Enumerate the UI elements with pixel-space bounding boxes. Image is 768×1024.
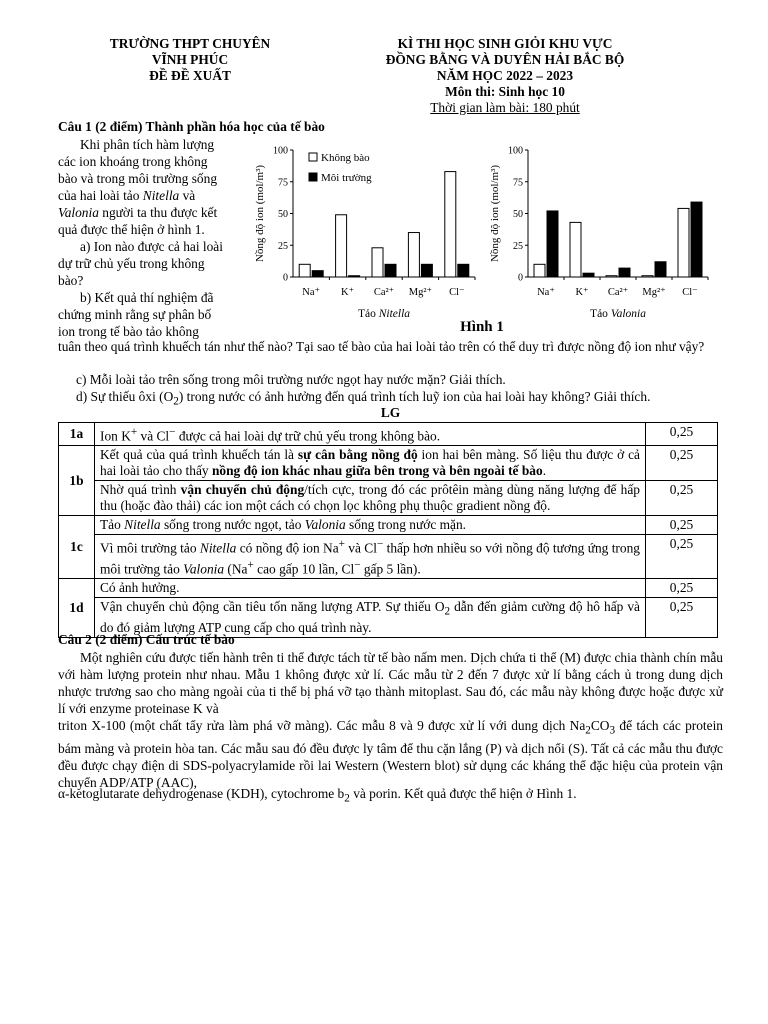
x-tick-label: Mg²⁺ [642, 287, 666, 298]
answer-code: 1a [59, 423, 95, 446]
exam-subject: Môn thi: Sinh học 10 [445, 84, 565, 99]
x-tick-label: Mg²⁺ [408, 287, 433, 298]
answer-code: 1b [59, 446, 95, 516]
answer-points: 0,25 [646, 423, 718, 446]
bar-medium [349, 276, 360, 277]
q1-intro-line: các ion khoáng trong không [58, 154, 208, 169]
bar-medium [421, 264, 432, 277]
bar-vacuole [678, 208, 689, 277]
y-tick-label: 25 [278, 240, 288, 252]
q2-title: Câu 2 (2 điểm) Cấu trúc tế bào [58, 632, 235, 647]
answer-text: Nhờ quá trình vận chuyển chủ động/tích cực, trong đó các prôtêin màng dùng năng lượng để hấp thu (hoặc đào thải) các ion một cách có chọn lọc không phụ thuộc gradient nồng độ. [95, 481, 646, 516]
q1-a-line: a) Ion nào được cả hai loài [80, 239, 223, 254]
answer-points: 0,25 [646, 481, 718, 516]
y-tick-label: 50 [513, 209, 523, 220]
answer-text: Vận chuyển chủ động cần tiêu tốn năng lượng ATP. Sự thiếu $O_2$ dẫn đến giảm cường độ hô hấp và do đó giảm lượng ATP cung cấp cho quá trình này. [95, 598, 646, 638]
bar-vacuole [372, 248, 383, 277]
q1-intro-line: Khi phân tích hàm lượng [80, 137, 215, 152]
bar-medium [312, 271, 323, 277]
answer-heading: LG [380, 405, 401, 420]
species-label: Tảo Valonia [590, 308, 646, 320]
q1-left-text [58, 136, 244, 340]
x-tick-label: Na⁺ [537, 287, 555, 298]
q1-b-continued: tuân theo quá trình khuếch tán như thế nào? Tại sao tế bào của hai loài tảo trên có thể duy trì được nồng độ ion như vậy? [58, 339, 705, 354]
figure-1 [250, 138, 720, 338]
answer-code: 1c [59, 516, 95, 579]
answer-text: Vì môi trường tảo Nitella có nồng độ ion Na+ và Cl− thấp hơn nhiều so với nồng độ tương ứng trong môi trường tảo Valonia (Na+ cao gấp 10 lần, Cl− gấp 5 lần). [95, 535, 646, 579]
bar-medium [655, 262, 666, 277]
y-axis-label: Nồng độ ion (mol/m³) [489, 164, 501, 263]
answer-row [59, 579, 718, 598]
chart-nitella [254, 146, 475, 321]
answer-points: 0,25 [646, 516, 718, 535]
y-tick-label: 100 [508, 145, 523, 157]
bar-vacuole [445, 172, 456, 277]
answer-text: Có ảnh hưởng. [95, 579, 646, 598]
y-tick-label: 50 [278, 209, 288, 220]
q1-d: d) Sự thiếu ôxi $(O_2)$ trong nước có ảnh hưởng đến quá trình tích luỹ ion của hai loài hay không? Giải thích. [76, 389, 651, 408]
answer-text: Tảo Nitella sống trong nước ngọt, tảo Valonia sống trong nước mặn. [95, 516, 646, 535]
school-line-1: TRƯỜNG THPT CHUYÊN [109, 36, 271, 51]
q1-intro-line: quả được thể hiện ở hình 1. [58, 222, 205, 237]
answer-row [59, 481, 718, 516]
y-tick-label: 0 [518, 272, 523, 284]
exam-line-1: KÌ THI HỌC SINH GIỎI KHU VỰC [397, 36, 613, 51]
bar-medium [619, 268, 630, 277]
answer-table [58, 422, 718, 638]
y-tick-label: 75 [513, 177, 523, 189]
answer-row [59, 423, 718, 446]
answer-row [59, 516, 718, 535]
species-label: Tảo Nitella [357, 308, 411, 320]
bar-medium [458, 264, 469, 277]
q1-a-line: dự trữ chủ yếu trong không [58, 256, 205, 271]
exam-time: Thời gian làm bài: 180 phút [430, 100, 580, 115]
bar-vacuole [570, 222, 581, 277]
answer-code: 1d [59, 579, 95, 638]
bar-medium [547, 211, 558, 277]
chart-valonia [489, 146, 708, 321]
legend-label-vacuole: Không bào [321, 152, 370, 164]
y-axis-label: Nồng độ ion (mol/m³) [254, 164, 266, 263]
bar-vacuole [408, 233, 419, 277]
q1-a-line: bào? [58, 273, 84, 288]
q2-paragraph-end: α-ketoglutarate dehydrogenase (KDH), cytochrome $b_2$ và porin. Kết quả được thể hiện ở Hình 1. [58, 786, 577, 805]
bar-vacuole [606, 276, 617, 277]
bar-vacuole [336, 215, 347, 277]
answer-points: 0,25 [646, 535, 718, 579]
x-tick-label: Cl⁻ [682, 287, 698, 298]
x-tick-label: K⁺ [575, 287, 589, 298]
answer-points: 0,25 [646, 446, 718, 481]
q1-intro-line: của hai loài tảo Nitella và [58, 188, 196, 203]
answer-points: 0,25 [646, 598, 718, 638]
y-tick-label: 75 [278, 177, 288, 189]
bar-medium [691, 202, 702, 277]
answer-row [59, 446, 718, 481]
exam-header [330, 36, 680, 116]
bar-vacuole [299, 264, 310, 277]
legend-swatch-vacuole [309, 153, 317, 161]
figure-caption: Hình 1 [460, 319, 504, 335]
x-tick-label: Ca²⁺ [373, 287, 395, 298]
x-tick-label: Na⁺ [302, 287, 321, 298]
x-tick-label: K⁺ [341, 287, 355, 298]
y-tick-label: 25 [513, 240, 523, 252]
proposal-label: ĐỀ ĐỀ XUẤT [149, 68, 231, 83]
q1-b-line: ion trong tế bào tảo không [58, 324, 199, 339]
y-tick-label: 100 [273, 145, 288, 157]
x-tick-label: Ca²⁺ [607, 287, 629, 298]
school-name [60, 36, 320, 84]
answer-text: Ion K+ và Cl− được cả hai loài dự trữ chủ yếu trong không bào. [95, 423, 646, 446]
exam-line-2: ĐỒNG BẰNG VÀ DUYÊN HẢI BẮC BỘ [385, 52, 625, 67]
bar-medium [583, 273, 594, 277]
answer-text: Kết quả của quá trình khuếch tán là sự cân bằng nồng độ ion hai bên màng. Số liệu thu được ở cả hai loài tảo cho thấy nồng độ ion khác nhau giữa bên trong và bên ngoài tế bào. [95, 446, 646, 481]
bar-vacuole [534, 264, 545, 277]
legend-label-medium: Môi trường [321, 172, 372, 184]
y-tick-label: 0 [283, 272, 288, 284]
q1-c: c) Mỗi loài tảo trên sống trong môi trường nước ngọt hay nước mặn? Giải thích. [76, 372, 506, 387]
q1-title: Câu 1 (2 điểm) Thành phần hóa học của tế bào [58, 119, 325, 134]
answer-row [59, 535, 718, 579]
q1-b-line: chứng minh rằng sự phân bố [58, 307, 212, 322]
school-line-2: VĨNH PHÚC [151, 52, 229, 67]
x-tick-label: Cl⁻ [449, 287, 465, 298]
q2-paragraph: Một nghiên cứu được tiến hành trên ti thể được tách từ tế bào nấm men. Dịch chứa ti thể (M) được chia thành chín mẫu với hàm lượng protein như nhau. Mẫu 1 không được xử lí. Các mẫu từ 2 đến 7 được xử lí bằng cách ủ trong dung dịch nhược trương sao cho màng ngoài của ti thể bị phá vỡ tạo thành mitoplast. Sau đó, các mẫu này không được hoặc được xử lí với enzyme proteinase K và [58, 650, 723, 716]
bar-vacuole [642, 276, 653, 277]
answer-points: 0,25 [646, 579, 718, 598]
q2-paragraph-cont: triton X-100 (một chất tẩy rửa làm phá vỡ màng). Các mẫu 8 và 9 được xử lí với dung dịch $Na_2CO_3$ để tách các protein bám màng và protein hòa tan. Các mẫu sau đó đều được ly tâm để thu cặn lắng (P) và dịch nổi (S). Tất cả các mẫu thu được đều được chạy điện di SDS-polyacrylamide rồi lai Western (Western blot) sử dụng các kháng thể đặc hiệu của protein vận chuyển ADP/ATP (AAC), [58, 718, 723, 790]
exam-year: NĂM HỌC 2022 – 2023 [436, 68, 574, 83]
q1-b-line: b) Kết quả thí nghiệm đã [80, 290, 214, 305]
bar-medium [385, 264, 396, 277]
q1-intro-line: bào và trong môi trường sống [58, 171, 218, 186]
q1-intro-line: Valonia người ta thu được kết [58, 205, 218, 220]
legend-swatch-medium [309, 173, 317, 181]
